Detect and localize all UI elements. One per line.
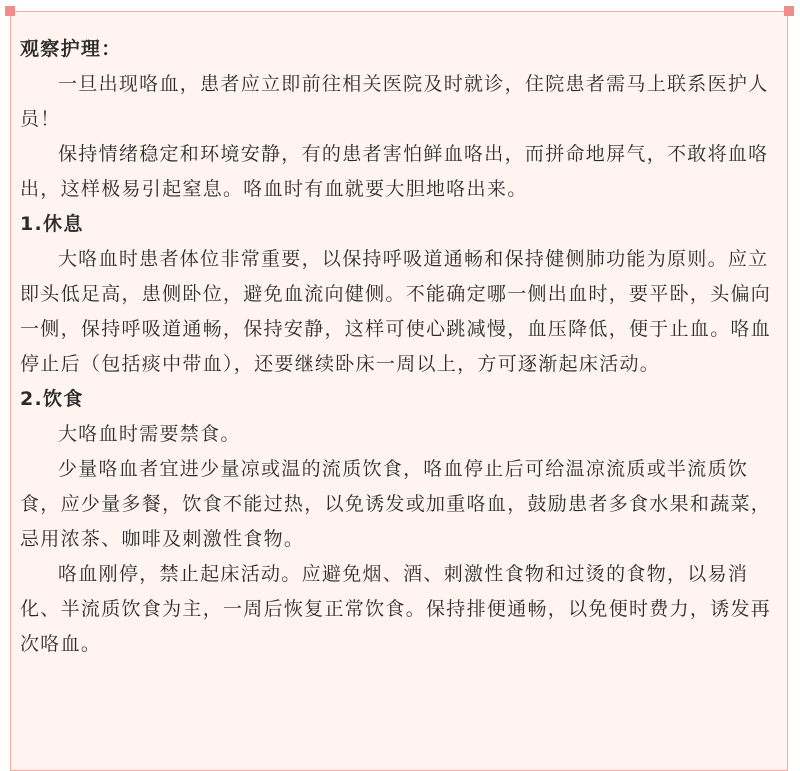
section-title: 观察护理： — [20, 38, 122, 60]
diet-paragraph-3: 咯血刚停，禁止起床活动。应避免烟、酒、刺激性食物和过烫的食物，以易消化、半流质饮食为主，一周后恢复正常饮食。保持排便通畅，以免便时费力，诱发再次咯血。 — [20, 563, 772, 655]
intro-paragraph-2: 保持情绪稳定和环境安静，有的患者害怕鲜血咯出，而拼命地屏气，不敢将血咯出，这样极易引起窒息。咯血时有血就要大胆地咯出来。 — [20, 143, 769, 200]
corner-decoration-top-left — [5, 6, 15, 16]
corner-decoration-top-right — [784, 6, 794, 16]
diet-paragraph-1: 大咯血时需要禁食。 — [58, 423, 241, 445]
rest-paragraph-1: 大咯血时患者体位非常重要，以保持呼吸道通畅和保持健侧肺功能为原则。应立即头低足高，患侧卧位，避免血流向健侧。不能确定哪一侧出血时，要平卧，头偏向一侧，保持呼吸道通畅，保持安静，这样可使心跳减慢，血压降低，便于止血。咯血停止后（包括痰中带血），还要继续卧床一周以上，方可逐渐起床活动。 — [20, 248, 772, 375]
diet-paragraph-2: 少量咯血者宜进少量凉或温的流质饮食，咯血停止后可给温凉流质或半流质饮食，应少量多餐，饮食不能过热，以免诱发或加重咯血，鼓励患者多食水果和蔬菜，忌用浓茶、咖啡及刺激性食物。 — [20, 458, 772, 550]
rest-heading: 1.休息 — [20, 213, 84, 235]
article-content — [20, 32, 784, 662]
diet-heading: 2.饮食 — [20, 388, 84, 410]
intro-paragraph-1: 一旦出现咯血，患者应立即前往相关医院及时就诊，住院患者需马上联系医护人员！ — [20, 73, 769, 130]
